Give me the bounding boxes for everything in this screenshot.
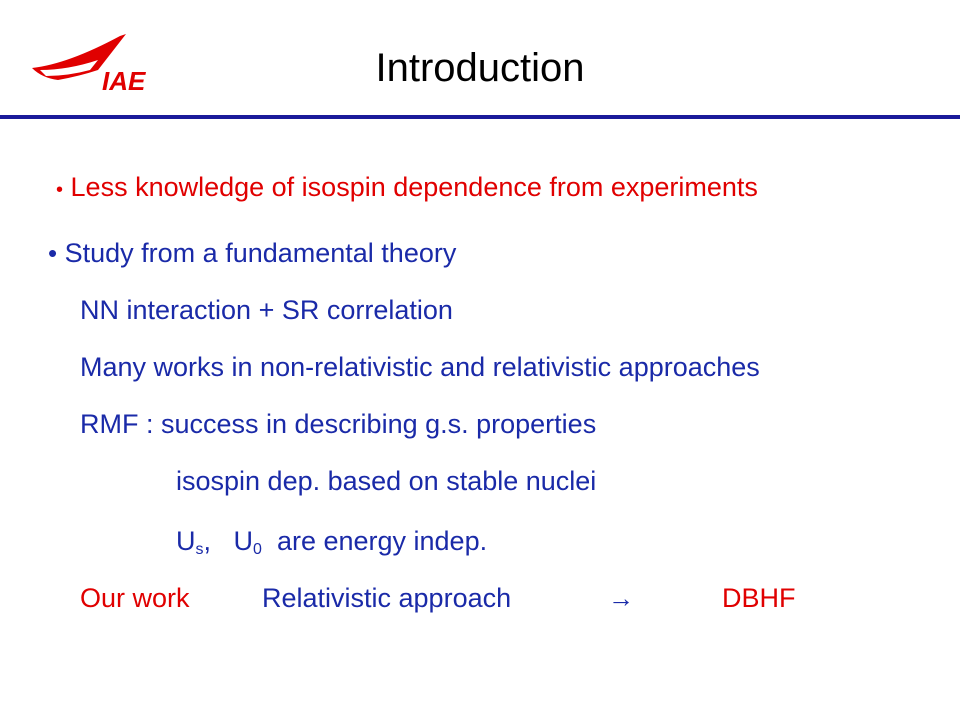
bullet-icon: • — [48, 238, 58, 268]
sub-line-isospin-dep: isospin dep. based on stable nuclei — [176, 466, 597, 496]
our-work-label: Our work — [80, 583, 190, 613]
sub-line-nn-interaction: NN interaction + SR correlation — [80, 295, 453, 325]
our-work-method: DBHF — [722, 583, 796, 613]
logo-lettering: IAE — [102, 66, 146, 96]
title-divider — [0, 115, 960, 119]
right-arrow-icon: → — [608, 583, 634, 613]
potentials-text: are energy indep. — [276, 526, 488, 556]
u0-symbol: $U_0$ — [233, 526, 262, 558]
bullet-line-1-text: Less knowledge of isospin dependence from experiments — [70, 172, 758, 202]
page-title: Introduction — [375, 46, 585, 90]
bullet-icon: • — [56, 179, 64, 201]
us-symbol: $U_s$ — [176, 526, 204, 558]
bullet-line-2-text: Study from a fundamental theory — [64, 238, 457, 268]
sub-line-potentials: $U_s$, $U_0$ are energy indep. — [176, 526, 488, 558]
sub-line-many-works: Many works in non-relativistic and relativistic approaches — [80, 352, 760, 382]
bullet-line-1 — [56, 170, 758, 207]
sub-line-rmf: RMF : success in describing g.s. properties — [80, 409, 597, 439]
bullet-line-2 — [48, 236, 456, 270]
our-work-approach: Relativistic approach — [262, 583, 512, 613]
